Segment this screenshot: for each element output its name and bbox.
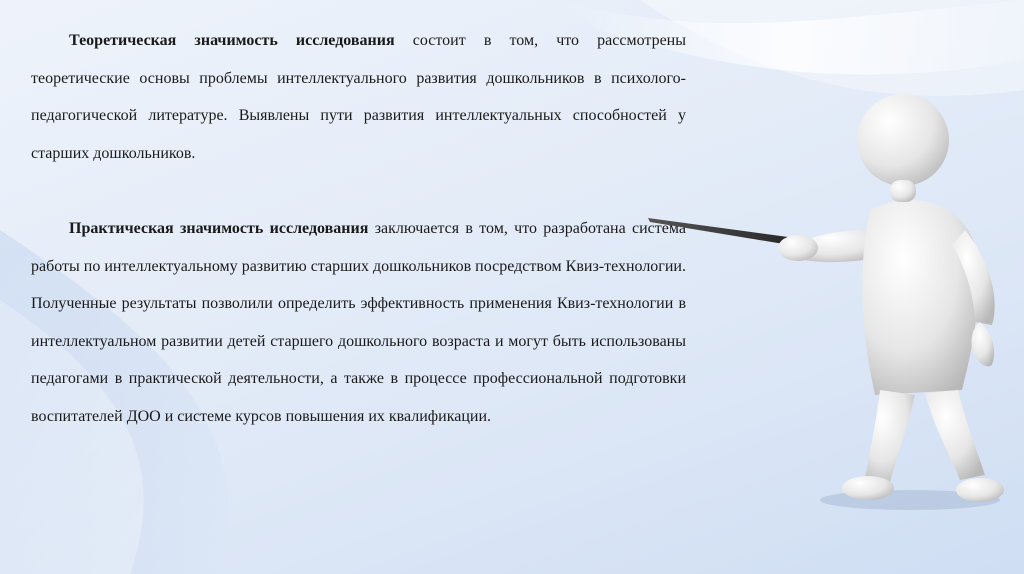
theoretical-significance-paragraph [31,22,686,172]
practical-significance-paragraph [31,210,686,435]
theoretical-text: состоит в том, что рассмотрены теоретические основы проблемы интеллектуального развития дошкольников в психолого-педагогической литературе. Выявлены пути развития интеллектуальных способностей у старших дошкольников. [31,32,686,162]
pointer-figure-icon [640,60,1024,574]
content-text [31,22,686,435]
practical-lead: Практическая значимость исследования [69,220,369,237]
theoretical-lead: Теоретическая значимость исследования [69,32,395,49]
practical-text: заключается в том, что разработана система работы по интеллектуальному развитию старших дошкольников посредством Квиз-технологии. Полученные результаты позволили определить эффективность применения Квиз-технологии в интеллектуальном развитии детей старшего дошкольного возраста и могут быть использованы педагогами в практической деятельности, а также в процессе профессиональной подготовки воспитателей ДОО и системе курсов повышения их квалификации. [31,220,686,425]
